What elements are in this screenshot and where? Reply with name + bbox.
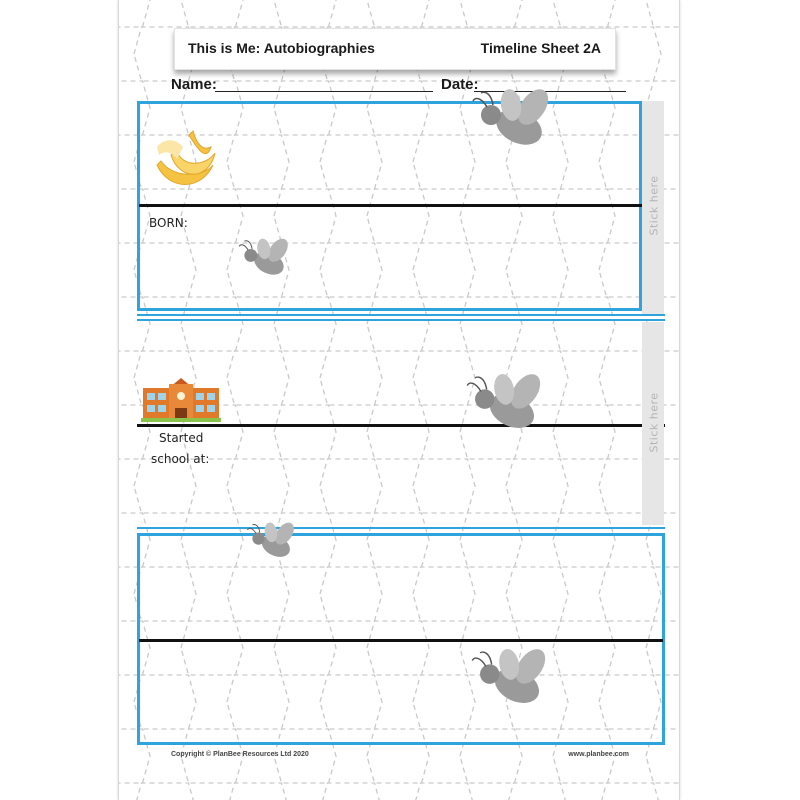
name-label: Name: [171, 76, 217, 93]
box-separator-line [137, 527, 665, 529]
honeycomb-cell [134, 459, 196, 513]
sheet-number: Timeline Sheet 2A [480, 40, 601, 56]
honeycomb-cell [553, 0, 615, 27]
worksheet-title: This is Me: Autobiographies [188, 40, 375, 56]
stick-strip [642, 101, 664, 314]
title-card [174, 28, 616, 70]
stick-here-text: Stick here [647, 175, 661, 236]
box-separator-line [137, 314, 665, 316]
honeycomb-cell [506, 459, 568, 513]
honeycomb-cell [320, 351, 382, 405]
started-school-label-1: Started [159, 431, 204, 445]
copyright-text: Copyright © PlanBee Resources Ltd 2020 [171, 751, 309, 758]
website-text: www.planbee.com [568, 751, 629, 758]
honeycomb-cell [119, 0, 150, 27]
banana-icon [149, 125, 224, 197]
box-separator-line [137, 319, 665, 321]
bee-icon [237, 236, 297, 280]
school-building-icon [141, 376, 221, 422]
stick-strip [642, 322, 664, 525]
honeycomb-cell [227, 351, 289, 405]
honeycomb-cell [506, 783, 568, 800]
born-label: BORN: [149, 216, 188, 230]
honeycomb-cell [367, 0, 429, 27]
honeycomb-cell [134, 783, 196, 800]
honeycomb-cell [274, 0, 336, 27]
honeycomb-cell [460, 0, 522, 27]
date-label: Date: [441, 76, 479, 93]
honeycomb-cell [413, 783, 475, 800]
honeycomb-cell [599, 783, 661, 800]
bee-icon [245, 520, 303, 562]
honeycomb-cell [553, 405, 615, 459]
box-divider [139, 639, 663, 642]
honeycomb-cell [320, 783, 382, 800]
honeycomb-cell [227, 459, 289, 513]
bee-icon [469, 645, 559, 711]
started-school-label-2: school at: [151, 452, 210, 466]
honeycomb-cell [367, 405, 429, 459]
honeycomb-cell [227, 783, 289, 800]
bee-icon [471, 85, 561, 153]
box-divider [139, 204, 642, 207]
bee-icon [464, 370, 554, 436]
honeycomb-cell [274, 405, 336, 459]
stick-here-text: Stick here [647, 392, 661, 453]
honeycomb-cell [320, 459, 382, 513]
box-divider [137, 424, 665, 427]
honeycomb-cell [181, 0, 243, 27]
honeycomb-cell [413, 459, 475, 513]
worksheet-page [118, 0, 680, 800]
name-field[interactable] [215, 91, 433, 92]
honeycomb-cell [646, 0, 679, 27]
